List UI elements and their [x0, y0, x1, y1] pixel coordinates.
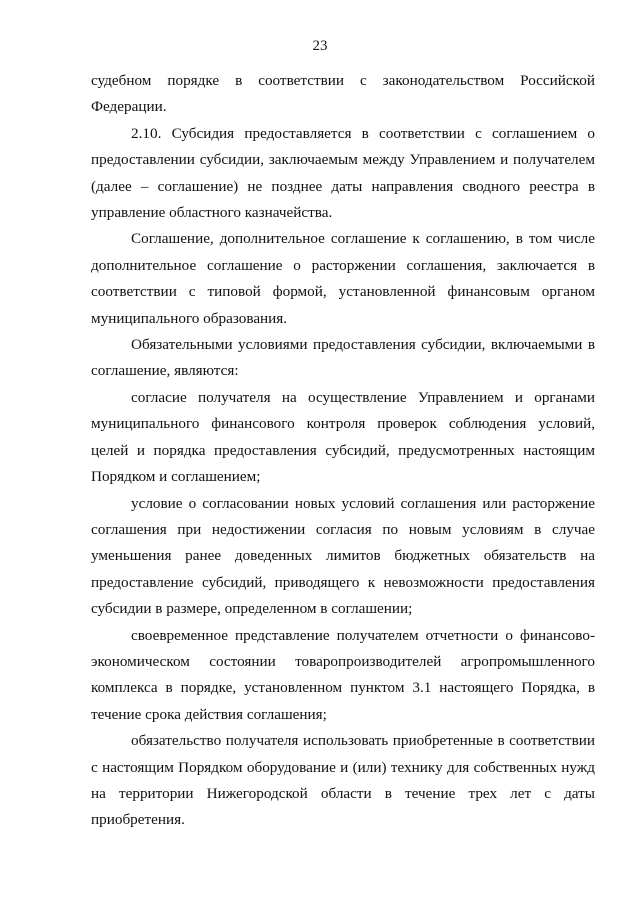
paragraph-3: Соглашение, дополнительное соглашение к соглашению, в том числе дополнительное соглашение о расторжении соглашения, заключается в соответствии с типовой формой, установленной финансовым органом муниципального образования. — [91, 230, 595, 327]
paragraph-5: согласие получателя на осуществление Управлением и органами муниципального финансового контроля проверок соблюдения условий, целей и порядка предоставления субсидий, предусмотренных настоящим Порядком и соглашением; — [91, 388, 595, 486]
paragraph-2: 2.10. Субсидия предоставляется в соответствии с соглашением о предоставлении субсидии, заключаемым между Управлением и получателем (далее – соглашение) не позднее даты направления сводного реестра в управление областного казначейства. — [91, 124, 595, 222]
paragraph-7: своевременное представление получателем отчетности о финансово-экономическом состоянии товаропроизводителей агропромышленного комплекса в порядке, установленном пунктом 3.1 настоящего Порядка, в течение срока действия соглашения; — [91, 626, 595, 723]
page-number: 23 — [312, 38, 328, 54]
document-body — [91, 68, 595, 834]
paragraph-6: условие о согласовании новых условий соглашения или расторжение соглашения при недостижении согласия по новым условиям в случае уменьшения ранее доведенных лимитов бюджетных обязательств на предоставление субсидий, приводящего к невозможности предоставления субсидии в размере, определенном в соглашении; — [91, 494, 595, 618]
paragraph-1: судебном порядке в соответствии с законодательством Российской Федерации. — [91, 72, 595, 116]
paragraph-4: Обязательными условиями предоставления субсидии, включаемыми в соглашение, являются: — [91, 336, 595, 380]
paragraph-8: обязательство получателя использовать приобретенные в соответствии с настоящим Порядком оборудование и (или) технику для собственных нужд на территории Нижегородской области в течение трех лет с даты приобретения. — [91, 732, 595, 829]
